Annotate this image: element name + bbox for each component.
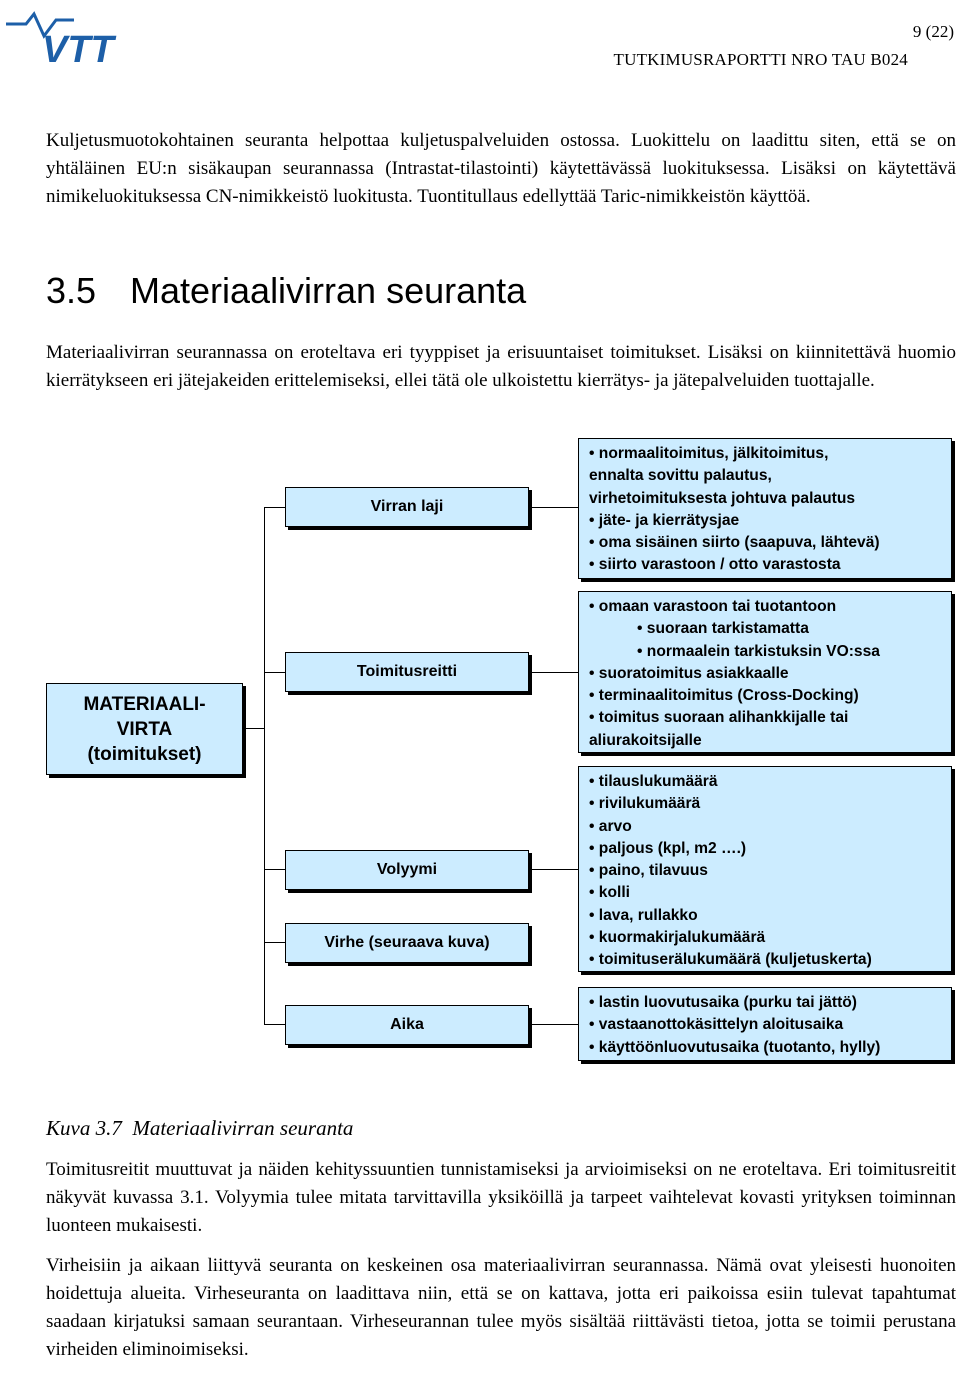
bullet: • — [589, 906, 599, 924]
bullet: • — [589, 884, 599, 902]
detail-text: lastin luovutusaika (purku tai jättö) — [598, 994, 857, 1011]
detail-item — [589, 443, 941, 465]
detail-item — [589, 882, 941, 904]
intro-paragraph: Kuljetusmuotokohtainen seuranta helpottaa kuljetuspalveluiden ostossa. Luokittelu on laadittu siten, että se on yhtäläinen EU:n sisäkaupan seurannassa (Intrastat-tilastointi) käytettävässä luokituksessa. Lisäksi on käytettävä nimikeluokituksessa CN-nimikkeistö luokitusta. Tuontitullaus edellyttää Taric-nimikkeistön käyttöä. — [46, 130, 956, 207]
root-line-1: MATERIAALI- — [83, 693, 206, 715]
bullet: • — [589, 773, 599, 790]
paragraph-3: Toimitusreitit muuttuvat ja näiden kehityssuuntien tunnistamiseksi ja arvioimiseksi on ne eroteltava. Eri toimitusreitit näkyvät kuvassa 3.1. Volyymia tulee mitata tarvittavilla yksiköillä ja tarpeet vaihtelevat kovasti yrityksen toiminnan luonteen mukaisesti. — [46, 1159, 956, 1236]
detail-item — [589, 596, 941, 618]
section-paragraph: Materiaalivirran seurannassa on eroteltava eri tyyppiset ja erisuuntaiset toimitukset. Lisäksi on kiinnitettävä huomio kierrätykseen eri jätejakeiden erittelemiseksi, ellei tätä ole ulkoistettu kierrätys- ja jätepalveluiden tuottajalle. — [46, 342, 956, 391]
bullet: • — [589, 709, 599, 727]
connector-root — [243, 728, 265, 729]
detail-item — [589, 992, 941, 1014]
paragraph-4: Virheisiin ja aikaan liittyvä seuranta on keskeinen osa materiaalivirran seurannassa. Nämä ovat yleisesti huonoiten hoidettuja alueita. Virheseuranta on laadittava niin, että se on kattava, jotta eri paikoissa esiin tulevat tapahtumat saadaan kirjatuksi samaan seurantaan. Virheseurannan tulee myös sisältää riittävästi tietoa, jotta se toimii perustana virheiden eliminoimiseksi. — [46, 1255, 956, 1360]
detail-text: käyttöönluovutusaika (tuotanto, hylly) — [598, 1038, 881, 1056]
section-title: Materiaalivirran seuranta — [130, 270, 527, 311]
detail-subitem — [589, 618, 941, 640]
root-line-3: (toimitukset) — [87, 743, 202, 765]
bullet: • — [589, 687, 599, 705]
figure-caption: Kuva 3.7 Materiaalivirran seuranta — [46, 1116, 354, 1140]
category-toimitusreitti: Toimitusreitti — [285, 652, 529, 692]
detail-text: siirto varastoon / otto varastosta — [598, 556, 841, 574]
bullet: • — [589, 862, 599, 880]
page-number: 9 (22) — [912, 22, 954, 41]
detail-text: omaan varastoon tai tuotantoon — [598, 598, 837, 615]
detail-item — [589, 927, 941, 949]
detail-item — [589, 771, 941, 793]
detail-item — [589, 1037, 941, 1059]
connector-volyymi — [264, 869, 286, 870]
detail-text: normaalitoimitus, jälkitoimitus, — [598, 445, 829, 462]
detail-item — [589, 532, 941, 554]
detail-text: kuormakirjalukumäärä — [598, 929, 766, 947]
category-aika: Aika — [285, 1005, 529, 1045]
category-volyymi: Volyymi — [285, 850, 529, 890]
root-line-2: VIRTA — [116, 718, 173, 740]
bullet: • — [589, 994, 599, 1011]
detail-item — [589, 905, 941, 927]
details-volyymi — [578, 766, 952, 972]
detail-item — [589, 949, 941, 971]
bullet: • — [589, 664, 599, 682]
bullet: • — [589, 951, 599, 969]
detail-text: terminaalitoimitus (Cross-Docking) — [598, 687, 859, 705]
connector-trunk — [264, 507, 265, 1025]
connector-aika-details — [530, 1024, 578, 1025]
detail-text: toimituserälukumäärä (kuljetuskerta) — [598, 951, 872, 969]
bullet: • — [589, 556, 599, 574]
connector-virhe — [264, 942, 286, 943]
detail-text: lava, rullakko — [598, 906, 698, 924]
connector-virran-laji — [264, 507, 286, 508]
detail-item — [589, 816, 941, 838]
detail-text: vastaanottokäsittelyn aloitusaika — [598, 1016, 844, 1034]
detail-text: rivilukumäärä — [598, 795, 701, 813]
detail-item — [589, 838, 941, 860]
detail-text: suoraan tarkistamatta — [646, 620, 809, 638]
bullet: • — [589, 817, 599, 835]
bullet: • — [589, 534, 599, 552]
detail-text: toimitus suoraan alihankkijalle tai — [598, 709, 849, 727]
details-aika — [578, 987, 952, 1061]
bullet: • — [637, 620, 647, 638]
vtt-logo — [4, 6, 164, 66]
section-number: 3.5 — [46, 270, 97, 311]
bullet: • — [589, 445, 599, 462]
bullet: • — [589, 839, 599, 857]
bullet: • — [589, 1038, 599, 1056]
detail-subitem — [589, 641, 941, 663]
details-virran-laji — [578, 438, 952, 579]
detail-text: arvo — [598, 817, 632, 835]
details-toimitusreitti — [578, 591, 952, 753]
detail-text: tilauslukumäärä — [598, 773, 718, 790]
root-box — [46, 683, 243, 775]
connector-toimitusreitti — [264, 672, 286, 673]
detail-item — [589, 860, 941, 882]
detail-item — [589, 707, 941, 729]
category-virhe: Virhe (seuraava kuva) — [285, 923, 529, 963]
detail-text: jäte- ja kierrätysjae — [598, 511, 740, 529]
category-virran-laji: Virran laji — [285, 487, 529, 527]
detail-item: virhetoimituksesta johtuva palautus — [589, 489, 856, 507]
connector-virran-laji-details — [530, 507, 578, 508]
detail-item — [589, 685, 941, 707]
connector-volyymi-details — [530, 869, 578, 870]
bullet: • — [589, 511, 599, 529]
detail-text: kolli — [598, 884, 630, 902]
detail-text: paljous (kpl, m2 ….) — [598, 839, 747, 857]
detail-item — [589, 554, 941, 576]
detail-text: oma sisäinen siirto (saapuva, lähtevä) — [598, 534, 880, 552]
detail-item: ennalta sovittu palautus, — [589, 467, 772, 485]
detail-item — [589, 510, 941, 532]
detail-item — [589, 663, 941, 685]
connector-toimitusreitti-details — [530, 672, 578, 673]
section-heading — [46, 270, 526, 312]
detail-item — [589, 1014, 941, 1036]
bullet: • — [589, 598, 599, 615]
bullet: • — [637, 642, 647, 660]
detail-text: suoratoimitus asiakkaalle — [598, 664, 789, 682]
connector-aika — [264, 1024, 286, 1025]
report-id: TUTKIMUSRAPORTTI NRO TAU B024 — [613, 50, 908, 69]
detail-text: paino, tilavuus — [598, 862, 708, 880]
detail-item — [589, 793, 941, 815]
bullet: • — [589, 929, 599, 947]
bullet: • — [589, 1016, 599, 1034]
detail-item: aliurakoitsijalle — [589, 731, 702, 749]
bullet: • — [589, 795, 599, 813]
logo-text: VTT — [42, 29, 114, 66]
detail-text: normaalein tarkistuksin VO:ssa — [646, 642, 880, 660]
